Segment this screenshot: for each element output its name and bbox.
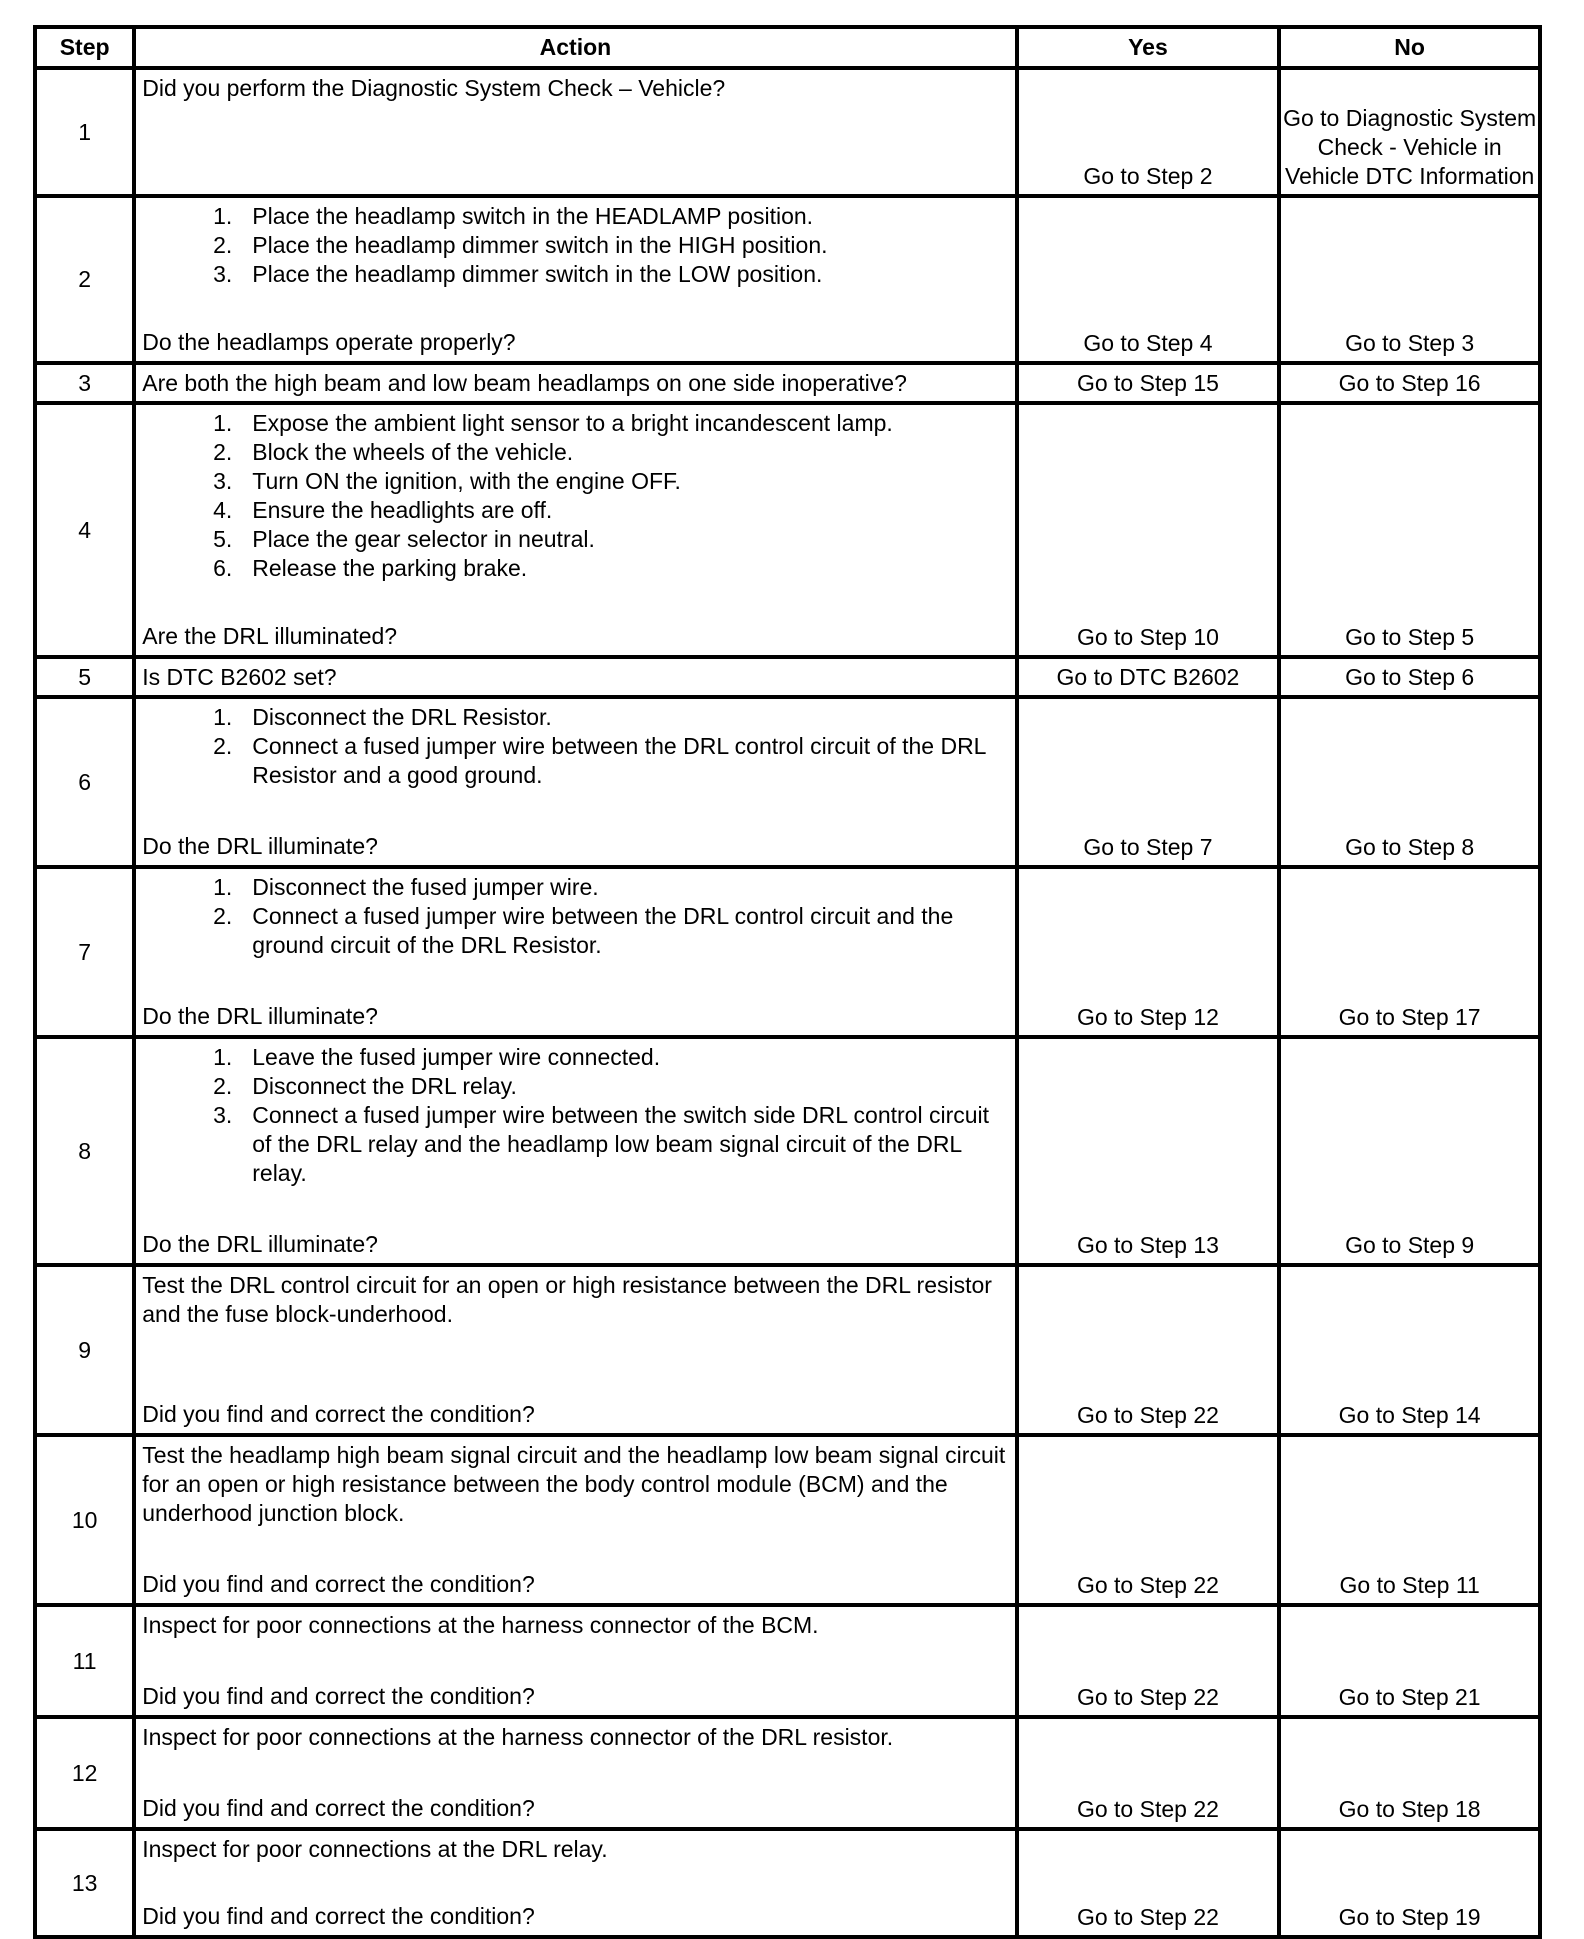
header-row [35, 27, 1540, 68]
no-outcome: Go to Step 18 [1279, 1717, 1540, 1829]
action-step-number: 4. [213, 497, 233, 523]
action-top [142, 1835, 1008, 1864]
action-steps-list [142, 703, 1008, 790]
action-top [142, 1441, 1008, 1528]
action-top [142, 1271, 1008, 1329]
step-number: 4 [35, 403, 134, 657]
action-step-item [142, 496, 1008, 525]
action-step-number: 1. [213, 874, 233, 900]
no-outcome: Go to Step 14 [1279, 1265, 1540, 1435]
action-content [142, 703, 1008, 861]
no-outcome: Go to Step 11 [1279, 1435, 1540, 1605]
step-number: 6 [35, 697, 134, 867]
action-step-number: 1. [213, 1044, 233, 1070]
action-text: Did you perform the Diagnostic System Check – Vehicle? [142, 75, 726, 101]
action-question: Did you find and correct the condition? [142, 1795, 535, 1821]
step-number: 12 [35, 1717, 134, 1829]
step-number: 7 [35, 867, 134, 1037]
action-step-item [142, 202, 1008, 231]
action-cell [134, 697, 1016, 867]
action-content [142, 1441, 1008, 1599]
action-top [142, 1723, 1008, 1752]
action-question: Do the DRL illuminate? [142, 833, 378, 859]
action-step-number: 3. [213, 261, 233, 287]
header-step: Step [35, 27, 134, 68]
action-cell [134, 68, 1016, 196]
action-step-item [142, 902, 1008, 960]
yes-outcome: Go to Step 15 [1017, 363, 1280, 403]
action-step-number: 2. [213, 232, 233, 258]
no-outcome: Go to Step 16 [1279, 363, 1540, 403]
no-outcome: Go to Step 6 [1279, 657, 1540, 697]
action-content [142, 1835, 1008, 1931]
table-row [35, 1829, 1540, 1937]
table-row [35, 1435, 1540, 1605]
action-step-number: 3. [213, 468, 233, 494]
action-top [142, 202, 1008, 289]
action-step-item [142, 467, 1008, 496]
action-content [142, 409, 1008, 651]
action-step-text: Place the gear selector in neutral. [252, 526, 595, 552]
no-outcome: Go to Step 21 [1279, 1605, 1540, 1717]
action-step-item [142, 231, 1008, 260]
action-step-text: Expose the ambient light sensor to a bright incandescent lamp. [252, 410, 893, 436]
action-step-number: 1. [213, 410, 233, 436]
no-outcome: Go to Step 8 [1279, 697, 1540, 867]
action-cell [134, 1605, 1016, 1717]
table-row [35, 363, 1540, 403]
action-step-item [142, 409, 1008, 438]
action-step-number: 6. [213, 555, 233, 581]
yes-outcome: Go to Step 22 [1017, 1829, 1280, 1937]
step-number: 8 [35, 1037, 134, 1265]
action-steps-list [142, 873, 1008, 960]
action-question: Do the DRL illuminate? [142, 1003, 378, 1029]
action-text: Inspect for poor connections at the harness connector of the BCM. [142, 1612, 819, 1638]
action-top [142, 663, 1008, 692]
action-step-text: Connect a fused jumper wire between the switch side DRL control circuit of the DRL relay and the headlamp low beam signal circuit of the DRL relay. [252, 1102, 990, 1186]
action-step-text: Connect a fused jumper wire between the DRL control circuit of the DRL Resistor and a good ground. [252, 733, 986, 788]
action-step-item [142, 1072, 1008, 1101]
action-step-number: 2. [213, 733, 233, 759]
action-content [142, 369, 1008, 397]
action-top [142, 703, 1008, 790]
action-cell [134, 657, 1016, 697]
action-top [142, 369, 1008, 398]
no-outcome: Go to Step 9 [1279, 1037, 1540, 1265]
yes-outcome: Go to Step 12 [1017, 867, 1280, 1037]
action-cell [134, 403, 1016, 657]
action-step-text: Disconnect the DRL Resistor. [252, 704, 552, 730]
table-row [35, 1717, 1540, 1829]
table-row [35, 1037, 1540, 1265]
no-outcome: Go to Step 3 [1279, 196, 1540, 363]
action-cell [134, 1829, 1016, 1937]
action-question: Do the headlamps operate properly? [142, 329, 516, 355]
action-cell [134, 363, 1016, 403]
action-content [142, 1723, 1008, 1823]
header-no: No [1279, 27, 1540, 68]
action-text: Test the DRL control circuit for an open or high resistance between the DRL resistor and the fuse block-underhood. [142, 1272, 992, 1327]
yes-outcome: Go to Step 22 [1017, 1717, 1280, 1829]
action-content [142, 1271, 1008, 1429]
action-cell [134, 1717, 1016, 1829]
action-content [142, 74, 1008, 190]
table-row [35, 403, 1540, 657]
step-number: 5 [35, 657, 134, 697]
table-row [35, 697, 1540, 867]
table-body [35, 68, 1540, 1937]
action-content [142, 202, 1008, 357]
step-number: 3 [35, 363, 134, 403]
action-step-number: 2. [213, 439, 233, 465]
action-text: Are both the high beam and low beam headlamps on one side inoperative? [142, 370, 907, 396]
yes-outcome: Go to Step 2 [1017, 68, 1280, 196]
header-action: Action [134, 27, 1016, 68]
action-step-text: Connect a fused jumper wire between the DRL control circuit and the ground circuit of the DRL Resistor. [252, 903, 954, 958]
no-outcome: Go to Diagnostic System Check - Vehicle in Vehicle DTC Information [1279, 68, 1540, 196]
no-outcome: Go to Step 5 [1279, 403, 1540, 657]
action-step-item [142, 703, 1008, 732]
action-step-text: Disconnect the DRL relay. [252, 1073, 517, 1099]
action-step-item [142, 525, 1008, 554]
action-cell [134, 1435, 1016, 1605]
action-step-number: 5. [213, 526, 233, 552]
table-row [35, 196, 1540, 363]
yes-outcome: Go to Step 13 [1017, 1037, 1280, 1265]
action-step-text: Release the parking brake. [252, 555, 528, 581]
action-content [142, 663, 1008, 691]
action-text: Inspect for poor connections at the DRL relay. [142, 1836, 608, 1862]
table-row [35, 1265, 1540, 1435]
action-top [142, 409, 1008, 583]
action-step-item [142, 260, 1008, 289]
action-step-number: 1. [213, 704, 233, 730]
action-cell [134, 1265, 1016, 1435]
yes-outcome: Go to Step 22 [1017, 1605, 1280, 1717]
table-row [35, 867, 1540, 1037]
action-text: Is DTC B2602 set? [142, 664, 337, 690]
action-step-text: Disconnect the fused jumper wire. [252, 874, 599, 900]
action-step-text: Place the headlamp dimmer switch in the LOW position. [252, 261, 823, 287]
action-top [142, 1611, 1008, 1640]
table-row [35, 657, 1540, 697]
action-top [142, 873, 1008, 960]
step-number: 2 [35, 196, 134, 363]
no-outcome: Go to Step 17 [1279, 867, 1540, 1037]
action-content [142, 1611, 1008, 1711]
action-step-text: Place the headlamp dimmer switch in the HIGH position. [252, 232, 828, 258]
action-content [142, 1043, 1008, 1259]
yes-outcome: Go to Step 4 [1017, 196, 1280, 363]
action-step-number: 2. [213, 903, 233, 929]
action-question: Did you find and correct the condition? [142, 1571, 535, 1597]
action-question: Did you find and correct the condition? [142, 1903, 535, 1929]
action-text: Inspect for poor connections at the harness connector of the DRL resistor. [142, 1724, 894, 1750]
table-row [35, 1605, 1540, 1717]
step-number: 11 [35, 1605, 134, 1717]
header-yes: Yes [1017, 27, 1280, 68]
action-question: Did you find and correct the condition? [142, 1683, 535, 1709]
action-cell [134, 867, 1016, 1037]
action-step-text: Block the wheels of the vehicle. [252, 439, 574, 465]
action-steps-list [142, 409, 1008, 583]
action-step-item [142, 873, 1008, 902]
action-step-item [142, 1101, 1008, 1188]
action-text: Test the headlamp high beam signal circuit and the headlamp low beam signal circuit for an open or high resistance between the body control module (BCM) and the underhood junction block. [142, 1442, 1006, 1526]
action-cell [134, 196, 1016, 363]
action-step-item [142, 554, 1008, 583]
action-steps-list [142, 1043, 1008, 1188]
action-step-item [142, 1043, 1008, 1072]
no-outcome: Go to Step 19 [1279, 1829, 1540, 1937]
action-content [142, 873, 1008, 1031]
action-top [142, 74, 1008, 103]
diagnostic-table [33, 25, 1542, 1939]
action-question: Are the DRL illuminated? [142, 623, 398, 649]
step-number: 13 [35, 1829, 134, 1937]
yes-outcome: Go to Step 7 [1017, 697, 1280, 867]
action-step-number: 1. [213, 203, 233, 229]
action-step-text: Place the headlamp switch in the HEADLAMP position. [252, 203, 814, 229]
action-step-item [142, 438, 1008, 467]
yes-outcome: Go to DTC B2602 [1017, 657, 1280, 697]
action-question: Did you find and correct the condition? [142, 1401, 535, 1427]
step-number: 10 [35, 1435, 134, 1605]
step-number: 1 [35, 68, 134, 196]
step-number: 9 [35, 1265, 134, 1435]
action-step-number: 2. [213, 1073, 233, 1099]
action-question: Do the DRL illuminate? [142, 1231, 378, 1257]
action-steps-list [142, 202, 1008, 289]
yes-outcome: Go to Step 10 [1017, 403, 1280, 657]
action-cell [134, 1037, 1016, 1265]
yes-outcome: Go to Step 22 [1017, 1435, 1280, 1605]
table-row [35, 68, 1540, 196]
action-step-number: 3. [213, 1102, 233, 1128]
action-step-text: Turn ON the ignition, with the engine OFF. [252, 468, 681, 494]
action-top [142, 1043, 1008, 1188]
action-step-text: Leave the fused jumper wire connected. [252, 1044, 661, 1070]
action-step-text: Ensure the headlights are off. [252, 497, 553, 523]
action-step-item [142, 732, 1008, 790]
yes-outcome: Go to Step 22 [1017, 1265, 1280, 1435]
